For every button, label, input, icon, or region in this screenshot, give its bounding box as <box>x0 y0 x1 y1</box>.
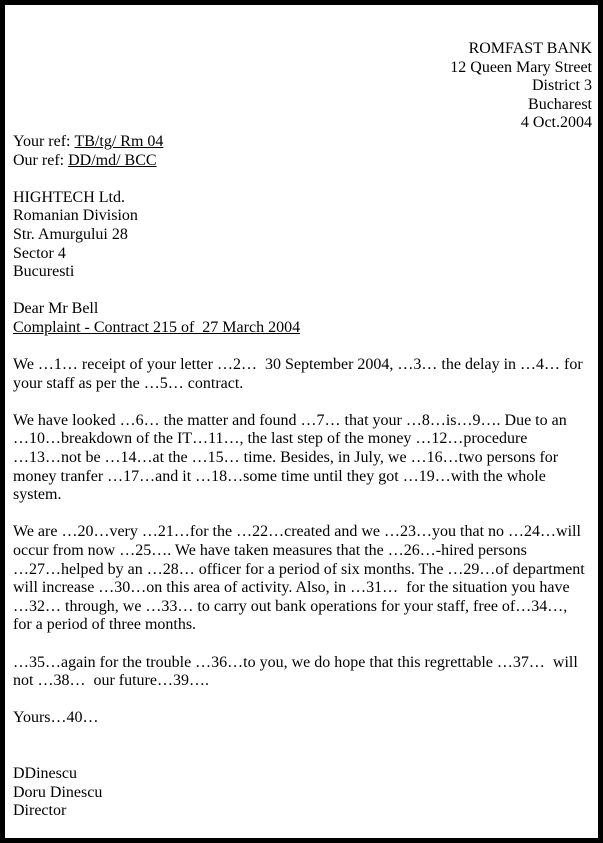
paragraph-line: …27…helped by an …28… officer for a period of six months. The …29…of department <box>13 560 585 578</box>
sender-block <box>13 40 592 133</box>
paragraph-line: …32… through, we …33… to carry out bank operations for your staff, free of…34…, <box>13 597 568 615</box>
recipient-block <box>13 189 592 282</box>
salutation: Dear Mr Bell <box>13 300 99 318</box>
signature-title: Director <box>13 802 67 820</box>
paragraph-3 <box>13 523 592 635</box>
paragraph-line: will increase …30…on this area of activity. Also, in …31… for the situation you have <box>13 579 570 597</box>
paragraph-line: We …1… receipt of your letter …2… 30 September 2004, …3… the delay in …4… for <box>13 356 583 374</box>
paragraph-line: occur from now …25…. We have taken measures that the …26…-hired persons <box>13 542 527 560</box>
spacer <box>13 338 592 357</box>
signature-space <box>13 728 592 765</box>
signature-fullname: Doru Dinescu <box>13 783 103 801</box>
spacer <box>13 635 592 654</box>
your-ref-value: TB/tg/ Rm 04 <box>74 132 164 150</box>
paragraph-line: not …38… our future…39…. <box>13 672 209 690</box>
spacer <box>13 282 592 301</box>
sender-street: 12 Queen Mary Street <box>450 58 592 76</box>
subject-line: Complaint - Contract 215 of 27 March 2004 <box>13 318 301 336</box>
paragraph-line: for a period of three months. <box>13 616 197 634</box>
sender-district: District 3 <box>532 77 592 95</box>
paragraph-line: your staff as per the …5… contract. <box>13 374 244 392</box>
recipient-division: Romanian Division <box>13 207 138 225</box>
your-ref-label: Your ref: <box>13 132 71 150</box>
paragraph-line: We are …20…very …21…for the …22…created and we …23…you that no …24…will <box>13 523 581 541</box>
sender-city: Bucharest <box>528 95 592 113</box>
paragraph-2 <box>13 412 592 505</box>
reference-block <box>13 133 592 170</box>
closing: Yours…40… <box>13 709 99 727</box>
paragraph-line: …13…not be …14…at the …15… time. Besides, in July, we …16…two persons for <box>13 449 559 467</box>
signature-block <box>13 765 592 821</box>
paragraph-line: …35…again for the trouble …36…to you, we do hope that this regrettable …37… will <box>13 653 578 671</box>
recipient-street: Str. Amurgului 28 <box>13 225 128 243</box>
spacer <box>13 170 592 189</box>
paragraph-line: system. <box>13 486 62 504</box>
recipient-sector: Sector 4 <box>13 244 66 262</box>
sender-name: ROMFAST BANK <box>468 40 592 57</box>
spacer <box>13 393 592 412</box>
our-ref-line <box>13 152 592 171</box>
spacer <box>13 691 592 710</box>
paragraph-line: We have looked …6… the matter and found …7… that your …8…is…9…. Due to an <box>13 411 567 429</box>
recipient-company: HIGHTECH Ltd. <box>13 188 125 206</box>
paragraph-line: money tranfer …17…and it …18…some time until they got …19…with the whole <box>13 467 546 485</box>
letter-date: 4 Oct.2004 <box>520 114 592 132</box>
recipient-city: Bucuresti <box>13 263 75 281</box>
our-ref-label: Our ref: <box>13 151 65 169</box>
paragraph-line: …10…breakdown of the IT…11…, the last step of the money …12…procedure <box>13 430 528 448</box>
your-ref-line <box>13 133 592 152</box>
our-ref-value: DD/md/ BCC <box>68 151 157 169</box>
paragraph-4 <box>13 654 592 691</box>
spacer <box>13 505 592 524</box>
paragraph-1 <box>13 356 592 393</box>
signature-initials: DDinescu <box>13 765 77 783</box>
